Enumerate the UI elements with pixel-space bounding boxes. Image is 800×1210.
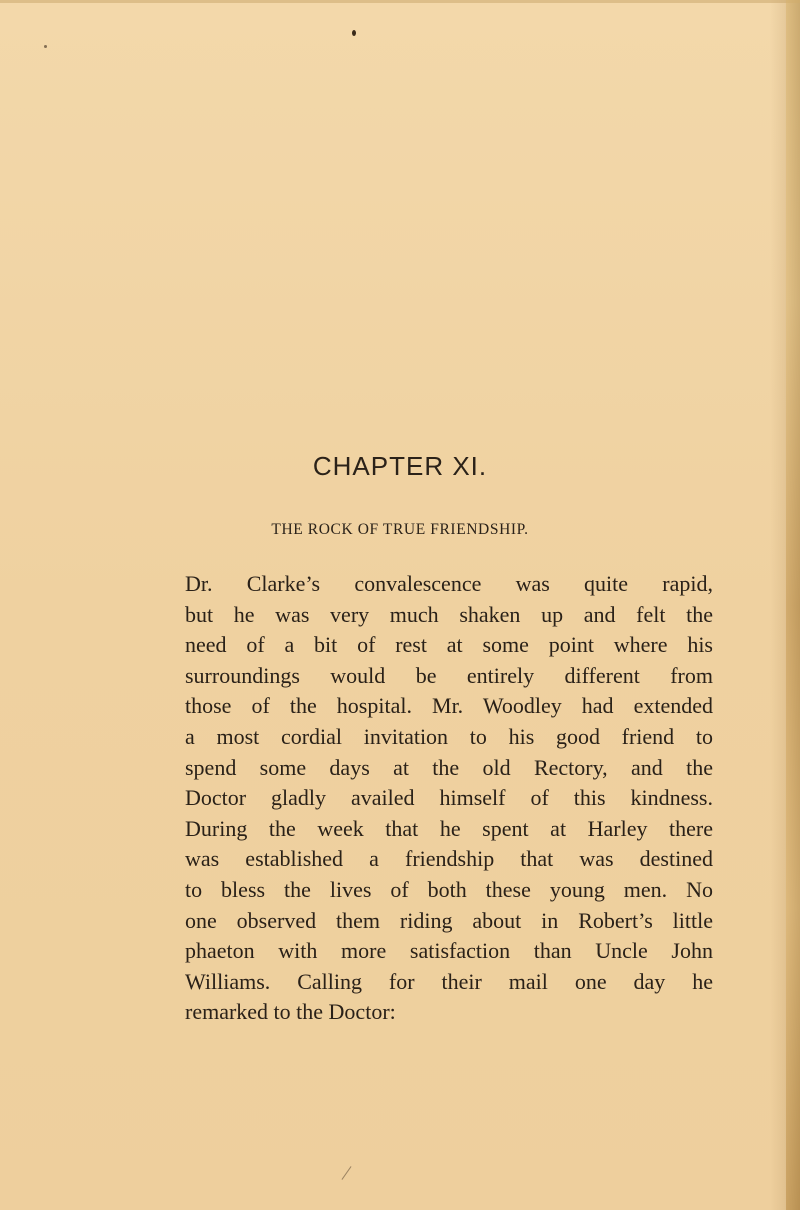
page-right-edge (786, 0, 800, 1210)
text-line: surroundings would be entirely different from (185, 662, 713, 688)
text-line: spend some days at the old Rectory, and the (185, 754, 713, 780)
text-line: was established a friendship that was destined (185, 846, 713, 872)
page-top-edge (0, 0, 800, 3)
text-line: Doctor gladly availed himself of this kindness. (185, 785, 713, 811)
ink-speck (352, 30, 356, 36)
ink-speck (44, 45, 47, 48)
text-line: Dr. Clarke’s convalescence was quite rapid, (185, 571, 713, 596)
text-line: During the week that he spent at Harley there (185, 815, 713, 841)
text-line: one observed them riding about in Robert’s little (185, 907, 713, 933)
text-line: those of the hospital. Mr. Woodley had extended (185, 693, 713, 719)
body-text (185, 569, 713, 1028)
text-line: phaeton with more satisfaction than Uncle John (185, 938, 713, 964)
text-line: remarked to the Doctor: (185, 999, 396, 1025)
ink-mark (342, 1166, 352, 1180)
text-line: to bless the lives of both these young men. No (185, 876, 713, 902)
text-line: a most cordial invitation to his good friend to (185, 723, 713, 749)
text-line: Williams. Calling for their mail one day he (185, 968, 713, 994)
text-line: need of a bit of rest at some point where his (185, 632, 713, 658)
chapter-subtitle: THE ROCK OF TRUE FRIENDSHIP. (271, 521, 529, 538)
text-line: but he was very much shaken up and felt the (185, 601, 713, 627)
chapter-title: CHAPTER XI. (312, 451, 488, 481)
